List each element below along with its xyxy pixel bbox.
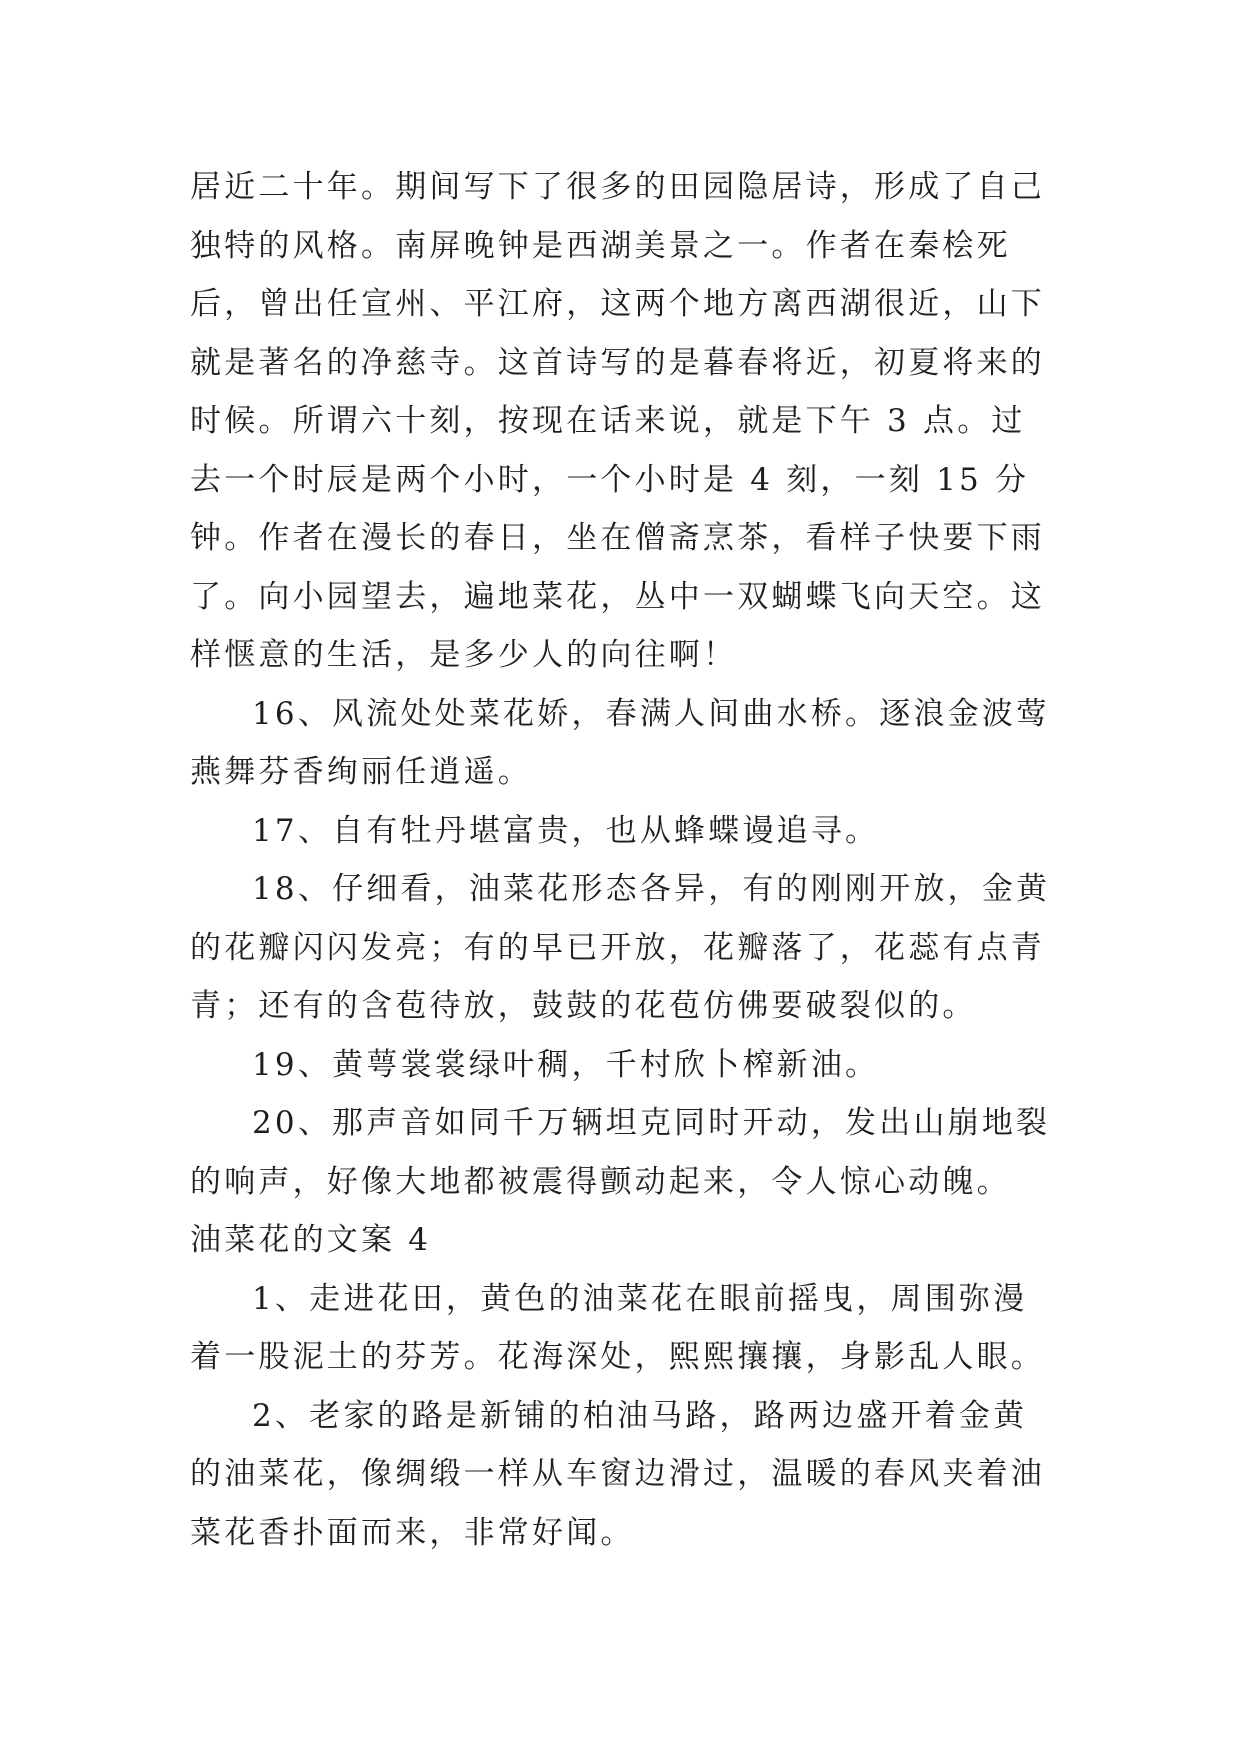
paragraph-item-17: 17、自有牡丹堪富贵，也从蜂蝶谩追寻。 <box>252 812 880 849</box>
section-heading: 油菜花的文案 4 <box>190 1222 432 1258</box>
paragraph-item-18: 18、仔细看，油菜花形态各异，有的刚刚开放，金黄的花瓣闪闪发亮；有的早已开放，花瓣落了，花蕊有点青青；还有的含苞待放，鼓鼓的花苞仿佛要破裂似的。 <box>190 871 1051 1024</box>
paragraph-item-16: 16、风流处处菜花娇，春满人间曲水桥。逐浪金波莺燕舞芬香绚丽任逍遥。 <box>190 695 1051 790</box>
document-body <box>190 158 1052 1562</box>
paragraph-item-2: 2、老家的路是新铺的柏油马路，路两边盛开着金黄的油菜花，像绸缎一样从车窗边滑过，温暖的春风夹着油菜花香扑面而来，非常好闻。 <box>190 1397 1045 1551</box>
paragraph-item-1: 1、走进花田，黄色的油菜花在眼前摇曳，周围弥漫着一股泥土的芬芳。花海深处，熙熙攘攘，身影乱人眼。 <box>190 1280 1045 1375</box>
paragraph-item-20: 20、那声音如同千万辆坦克同时开动，发出山崩地裂的响声，好像大地都被震得颤动起来，令人惊心动魄。 <box>190 1105 1051 1200</box>
paragraph-item-19: 19、黄萼裳裳绿叶稠，千村欣卜榨新油。 <box>252 1046 880 1083</box>
paragraph-continued: 居近二十年。期间写下了很多的田园隐居诗，形成了自己独特的风格。南屏晚钟是西湖美景之一。作者在秦桧死后，曾出任宣州、平江府，这两个地方离西湖很近，山下就是著名的净慈寺。这首诗写的是暮春将近，初夏将来的时候。所谓六十刻，按现在话来说，就是下午 3 点。过去一个时辰是两个小时，一个小时是 4 刻，一刻 15 分钟。作者在漫长的春日，坐在僧斋烹茶，看样子快要下雨了。向小园望去，遍地菜花，丛中一双蝴蝶飞向天空。这样惬意的生活，是多少人的向往啊！ <box>190 169 1045 673</box>
